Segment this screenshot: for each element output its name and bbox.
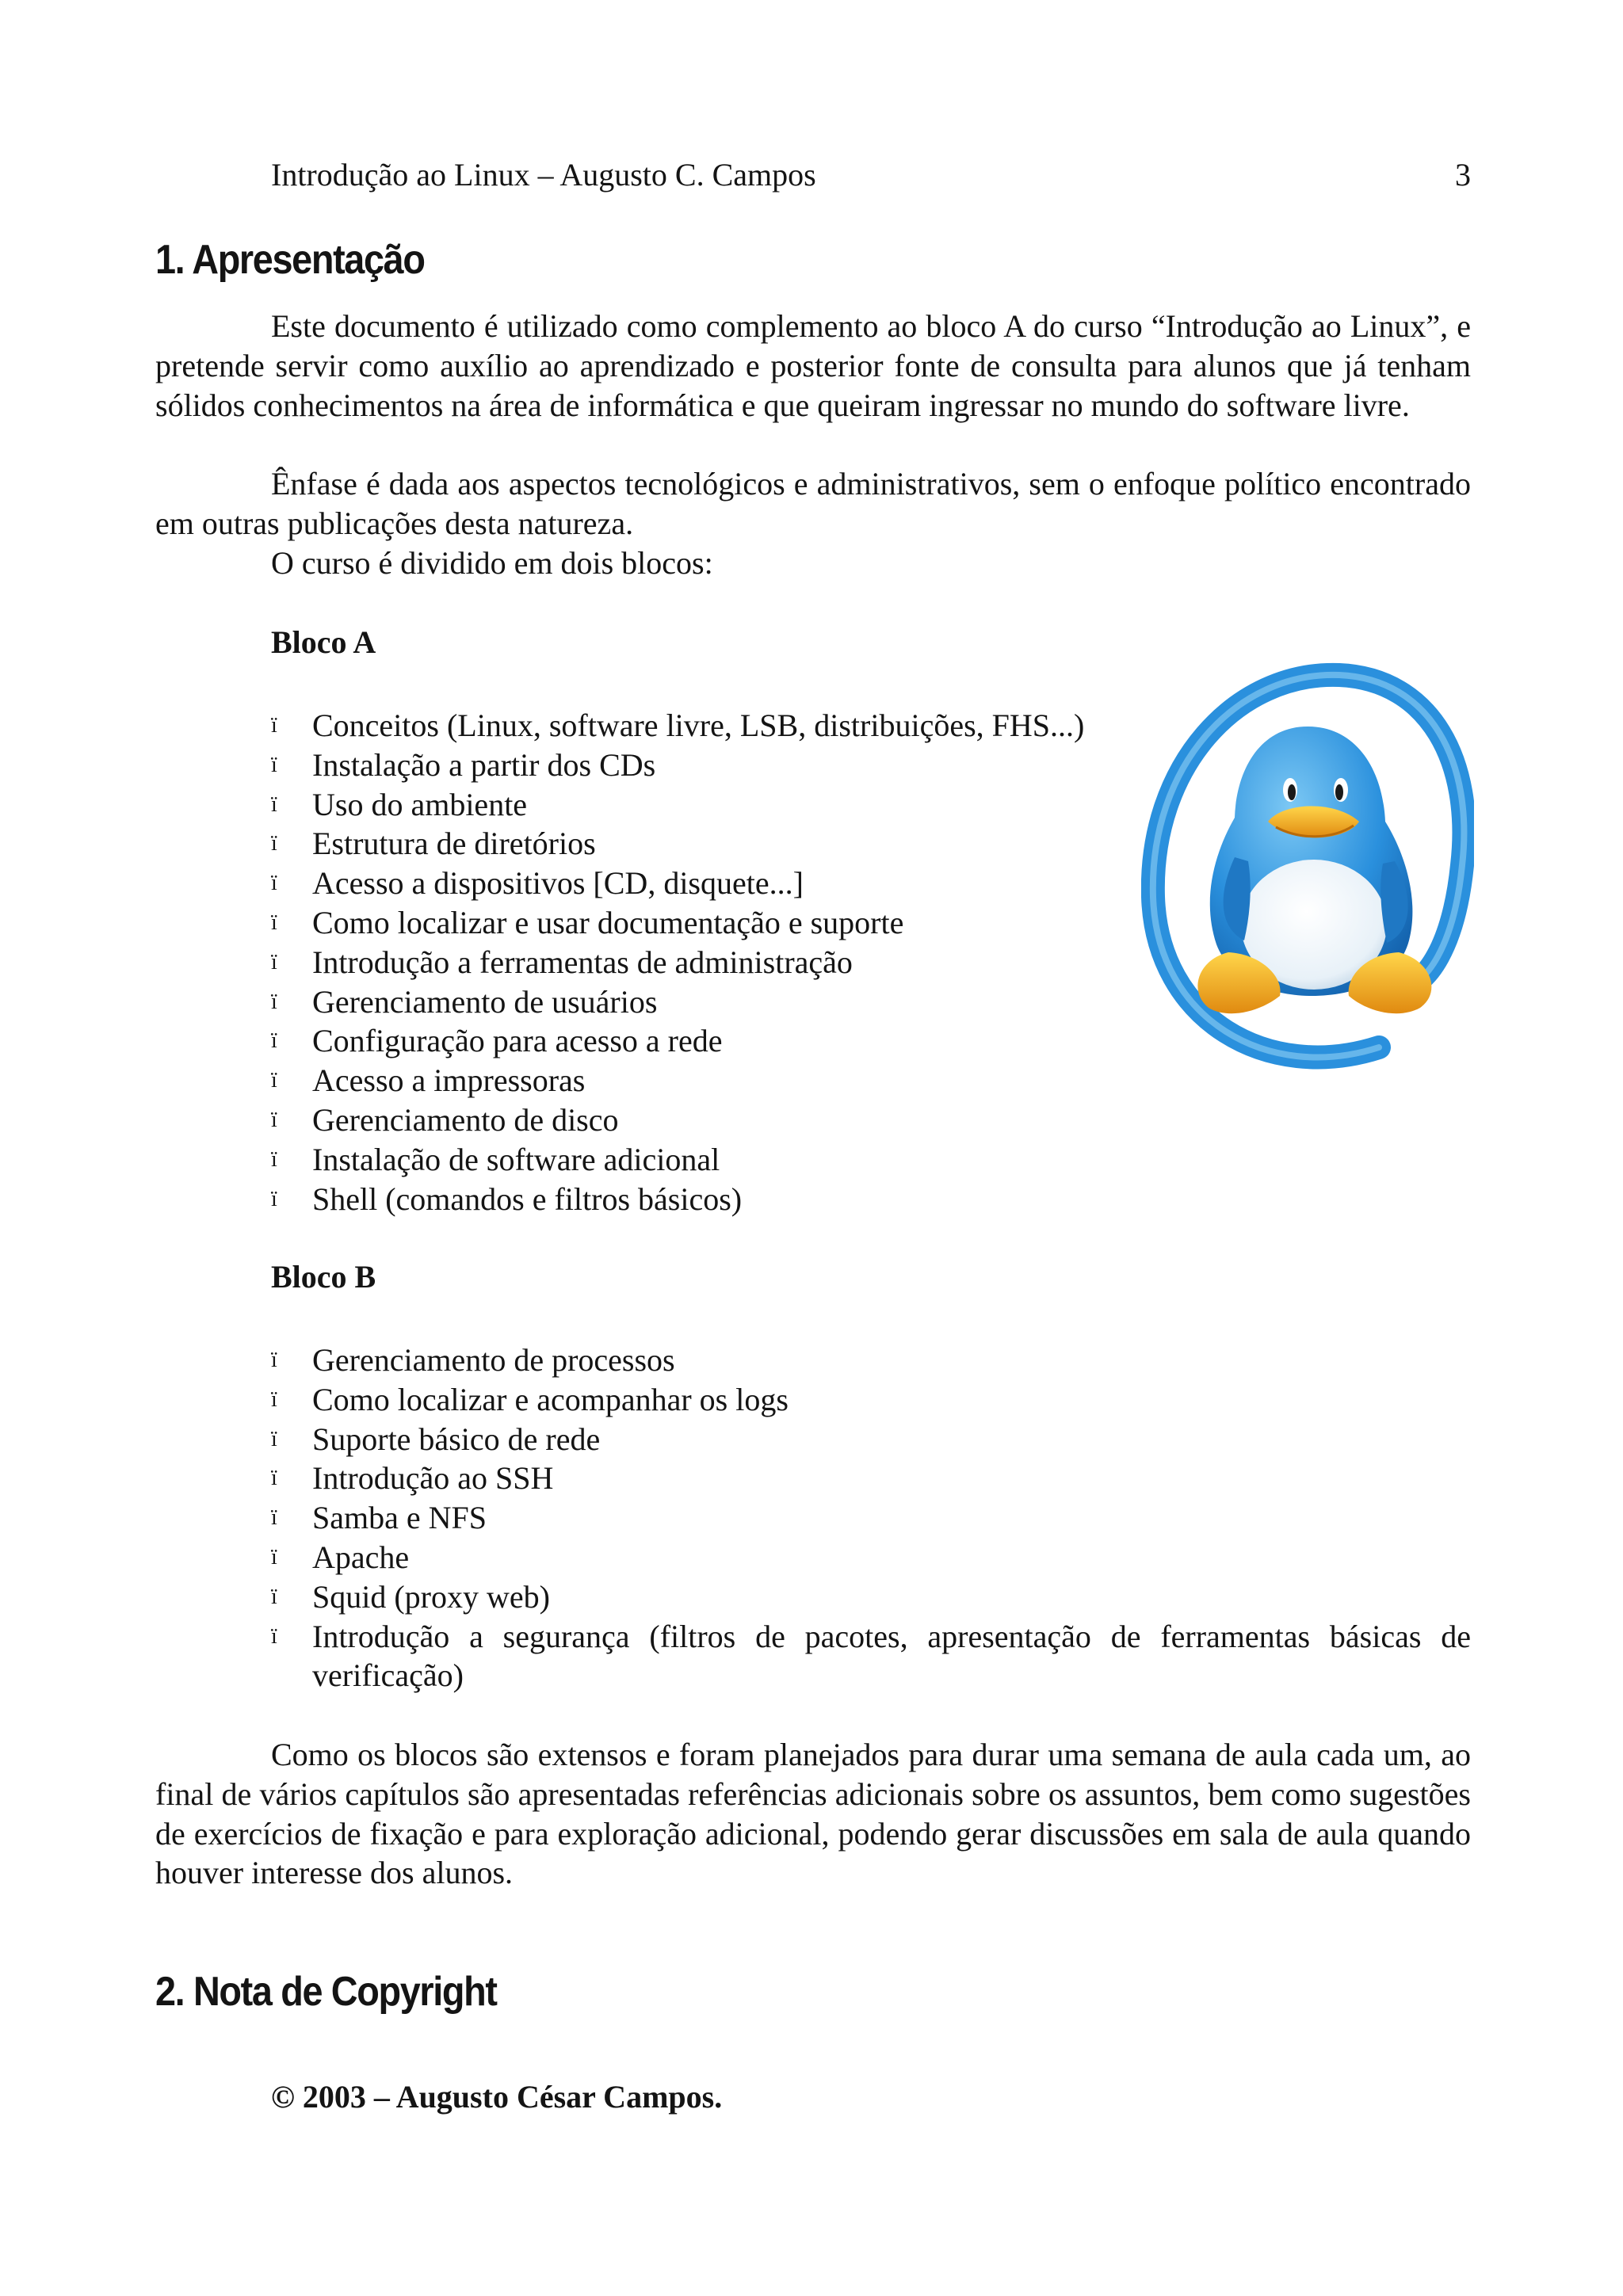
list-item: [271, 1617, 1471, 1696]
list-item-text: Introdução a segurança (filtros de pacotes, apresentação de ferramentas básicas de verificação): [312, 1618, 1471, 1694]
page-header: [271, 154, 1471, 196]
list-item-text: Squid (proxy web): [312, 1578, 550, 1615]
bullet-glyph: ï: [271, 1068, 277, 1093]
section-heading-copyright: 2. Nota de Copyright: [155, 1969, 497, 2015]
list-item-text: Como localizar e usar documentação e suporte: [312, 904, 904, 940]
bullet-glyph: ï: [271, 989, 277, 1014]
intro-paragraph: Este documento é utilizado como complemento ao bloco A do curso “Introdução ao Linux”, e pretende servir como auxílio ao aprendizado e posterior fonte de consulta para alunos que já tenham sólidos conhecimentos na área de informática e que queiram ingressar no mundo do software livre.: [155, 308, 1471, 423]
bullet-glyph: ï: [271, 831, 277, 856]
bloco-b-title: Bloco B: [271, 1259, 376, 1295]
bullet-glyph: ï: [271, 1584, 277, 1609]
bullet-glyph: ï: [271, 1544, 277, 1569]
list-item-text: Introdução a ferramentas de administração: [312, 944, 853, 980]
bullet-glyph: ï: [271, 1028, 277, 1054]
list-item-text: Gerenciamento de usuários: [312, 983, 658, 1020]
emphasis-paragraph: Ênfase é dada aos aspectos tecnológicos e administrativos, sem o enfoque político encontrado em outras publicações desta natureza.: [155, 466, 1471, 541]
bullet-glyph: ï: [271, 1466, 277, 1491]
bullet-glyph: ï: [271, 1186, 277, 1211]
bullet-glyph: ï: [271, 1505, 277, 1531]
list-item: [271, 1420, 1471, 1459]
list-item-text: Configuração para acesso a rede: [312, 1023, 723, 1059]
bloco-a-title: Bloco A: [271, 624, 376, 660]
bullet-glyph: ï: [271, 1348, 277, 1372]
list-item-text: Conceitos (Linux, software livre, LSB, distribuições, FHS...): [312, 707, 1085, 743]
running-title: Introdução ao Linux – Augusto C. Campos: [271, 157, 816, 193]
list-item: [271, 1341, 1471, 1380]
blocks-intro-text: O curso é dividido em dois blocos:: [271, 545, 713, 581]
bloco-b-list: [271, 1341, 1471, 1695]
bullet-glyph: ï: [271, 910, 277, 935]
bullet-glyph: ï: [271, 1623, 277, 1649]
bullet-glyph: ï: [271, 791, 277, 817]
list-item: [271, 1459, 1471, 1498]
tux-at-sign-icon: [1141, 659, 1474, 1071]
bullet-glyph: ï: [271, 1426, 277, 1451]
list-item: [271, 1180, 1471, 1219]
bullet-glyph: ï: [271, 1146, 277, 1172]
list-item-text: Acesso a impressoras: [312, 1062, 586, 1099]
list-item-text: Apache: [312, 1539, 410, 1575]
bullet-glyph: ï: [271, 1107, 277, 1132]
bullet-glyph: ï: [271, 713, 277, 738]
copyright-line: © 2003 – Augusto César Campos.: [271, 2079, 723, 2115]
bullet-glyph: ï: [271, 871, 277, 896]
list-item-text: Como localizar e acompanhar os logs: [312, 1381, 789, 1417]
list-item: [271, 1380, 1471, 1420]
list-item: [271, 1577, 1471, 1617]
list-item: [271, 1140, 1471, 1180]
list-item-text: Samba e NFS: [312, 1500, 487, 1536]
list-item-text: Uso do ambiente: [312, 786, 528, 822]
list-item: [271, 1100, 1471, 1140]
list-item: [271, 1538, 1471, 1577]
section-heading-apresentacao: 1. Apresentação: [155, 237, 425, 283]
list-item-text: Shell (comandos e filtros básicos): [312, 1180, 743, 1217]
list-item-text: Instalação de software adicional: [312, 1141, 720, 1177]
page-number: 3: [1455, 157, 1471, 193]
list-item: [271, 1498, 1471, 1538]
bullet-glyph: ï: [271, 949, 277, 974]
list-item-text: Estrutura de diretórios: [312, 826, 596, 862]
list-item-text: Instalação a partir dos CDs: [312, 746, 656, 783]
closing-paragraph: Como os blocos são extensos e foram planejados para durar uma semana de aula cada um, ao final de vários capítulos são apresentadas referências adicionais sobre os assuntos, bem como sugestões de exercícios de fixação e para exploração adicional, podendo gerar discussões em sala de aula quando houver interesse dos alunos.: [155, 1737, 1471, 1891]
list-item-text: Gerenciamento de processos: [312, 1342, 675, 1378]
bullet-glyph: ï: [271, 752, 277, 777]
list-item-text: Introdução ao SSH: [312, 1460, 554, 1497]
list-item-text: Gerenciamento de disco: [312, 1101, 619, 1138]
list-item-text: Acesso a dispositivos [CD, disquete...]: [312, 865, 804, 902]
bullet-glyph: ï: [271, 1386, 277, 1412]
list-item-text: Suporte básico de rede: [312, 1421, 601, 1457]
